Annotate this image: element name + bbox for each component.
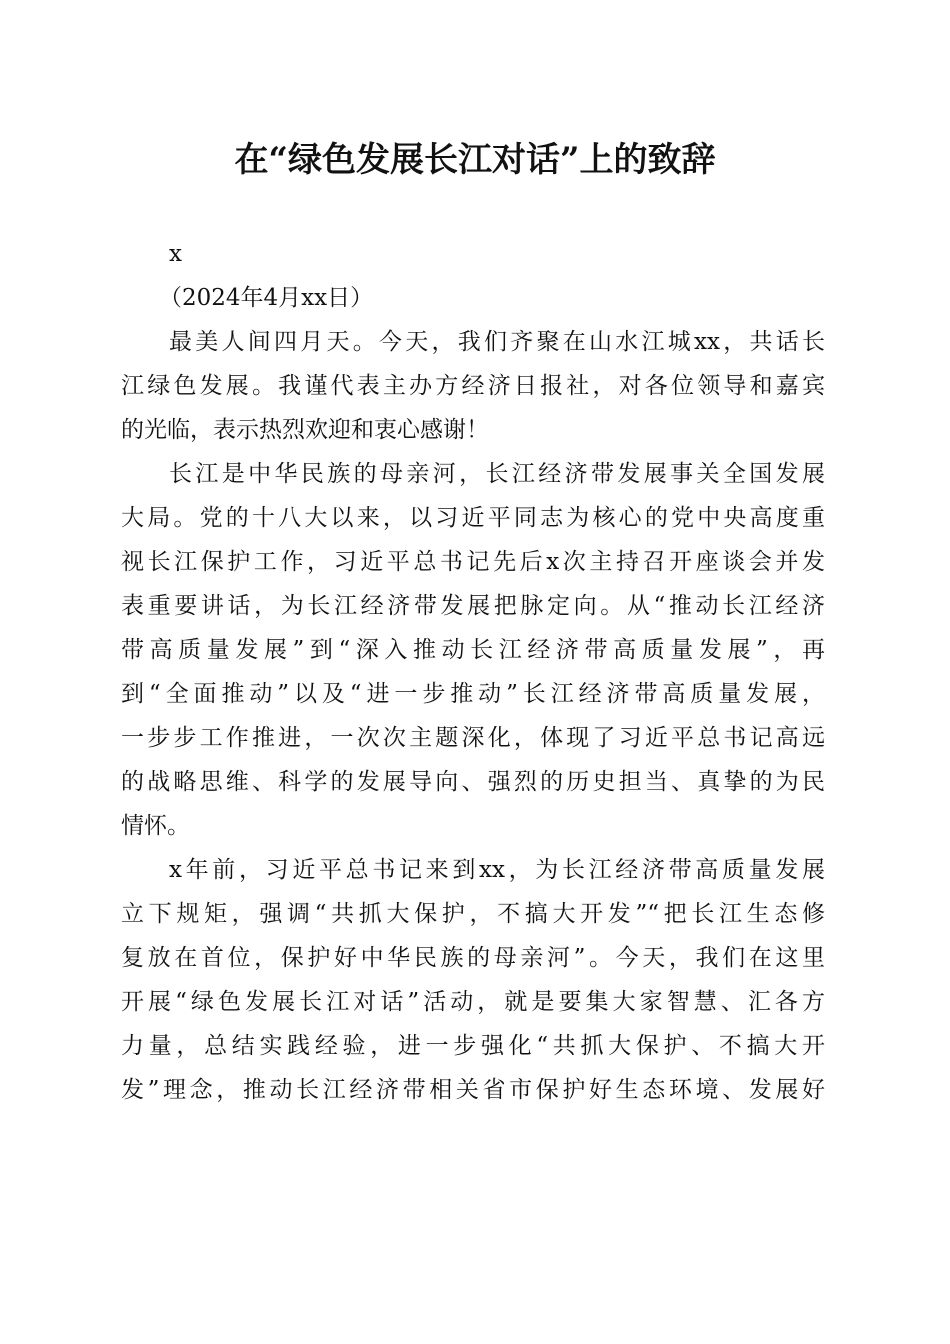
paragraph-line: 发”理念，推动长江经济带相关省市保护好生态环境、发展好 xyxy=(121,1077,825,1103)
paragraph-line: 表重要讲话，为长江经济带发展把脉定向。从“推动长江经济 xyxy=(121,593,825,619)
paragraph-line: 的光临，表示热烈欢迎和衷心感谢！ xyxy=(121,417,489,443)
paragraph-line: 带高质量发展”到“深入推动长江经济带高质量发展”，再 xyxy=(121,637,825,663)
paragraph-line: 长江是中华民族的母亲河，长江经济带发展事关全国发展 xyxy=(169,461,825,487)
paragraph-line: x年前，习近平总书记来到xx，为长江经济带高质量发展 xyxy=(169,857,825,883)
paragraph-line: 立下规矩，强调“共抓大保护，不搞大开发”“把长江生态修 xyxy=(121,901,825,927)
paragraph-line: 大局。党的十八大以来，以习近平同志为核心的党中央高度重 xyxy=(121,505,825,531)
paragraph xyxy=(121,848,825,1112)
paragraph-line: 到“全面推动”以及“进一步推动”长江经济带高质量发展， xyxy=(121,681,825,707)
paragraph-line: 开展“绿色发展长江对话”活动，就是要集大家智慧、汇各方 xyxy=(121,989,825,1015)
document-title: 在“绿色发展长江对话”上的致辞 xyxy=(234,140,716,180)
paragraph-line: 视长江保护工作，习近平总书记先后x次主持召开座谈会并发 xyxy=(121,549,825,575)
paragraph-line: 最美人间四月天。今天，我们齐聚在山水江城xx，共话长 xyxy=(169,329,825,355)
speech-date: （2024年4月xx日） xyxy=(159,285,374,311)
paragraph xyxy=(121,320,825,452)
paragraph xyxy=(121,452,825,848)
document-body xyxy=(121,232,825,1112)
speaker-name: x xyxy=(169,241,182,267)
paragraph-line: 江绿色发展。我谨代表主办方经济日报社，对各位领导和嘉宾 xyxy=(121,373,825,399)
paragraph-line: 一步步工作推进，一次次主题深化，体现了习近平总书记高远 xyxy=(121,725,825,751)
paragraph-line: 力量，总结实践经验，进一步强化“共抓大保护、不搞大开 xyxy=(121,1033,825,1059)
paragraph-line: 复放在首位，保护好中华民族的母亲河”。今天，我们在这里 xyxy=(121,945,825,971)
paragraph-line: 的战略思维、科学的发展导向、强烈的历史担当、真挚的为民 xyxy=(121,769,825,795)
paragraph-line: 情怀。 xyxy=(121,813,190,839)
